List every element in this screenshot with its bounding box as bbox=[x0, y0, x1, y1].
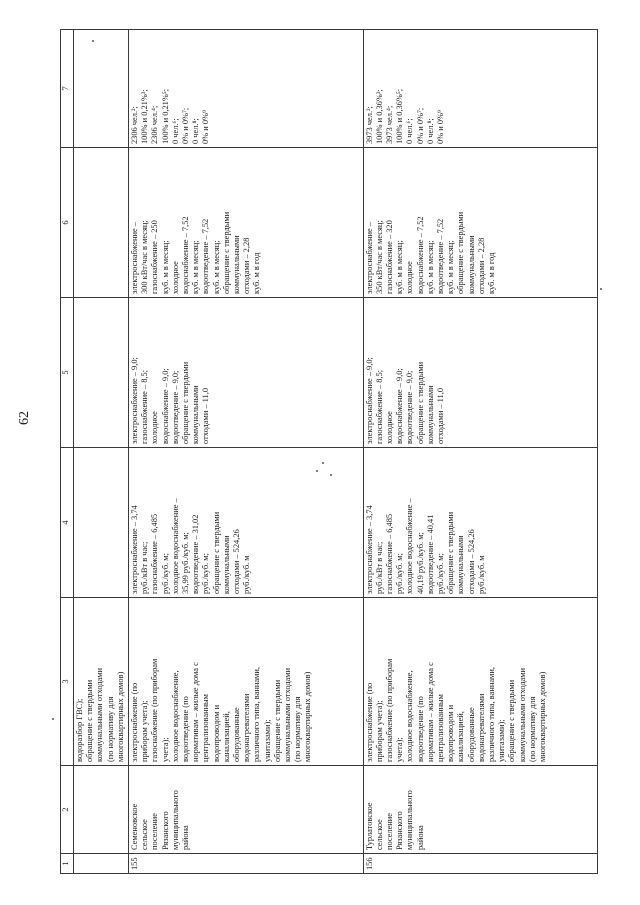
text-line: газоснабжение (по приборам bbox=[150, 658, 160, 762]
text-line: руб./куб. м bbox=[476, 555, 486, 594]
text-line: водоотведение – 9,0; bbox=[170, 370, 180, 444]
text-line: коммунальными bbox=[425, 385, 435, 444]
text-line: холодное водоснабжение, bbox=[405, 670, 415, 762]
text-line: водоотведение (по bbox=[415, 696, 425, 762]
text-line: нормативам – жилые дома с bbox=[191, 662, 201, 762]
empty-cell bbox=[74, 766, 129, 854]
text-line: различного типа, ваннами, bbox=[486, 667, 496, 762]
text-line: приборам учета); bbox=[140, 700, 150, 762]
column-number: 5 bbox=[61, 298, 74, 448]
text-line: 0% и 0%⁷; bbox=[415, 107, 425, 144]
text-line: холодное водоснабжение, bbox=[170, 670, 180, 762]
text-line: водоотведение – 9,0; bbox=[405, 370, 415, 444]
text-line: оборудованные bbox=[232, 707, 242, 762]
text-line: водоснабжение – 7,52 bbox=[181, 216, 191, 294]
text-line: 3973 чел.⁴; bbox=[384, 105, 394, 144]
text-line: отходами – 2,28 bbox=[476, 237, 486, 294]
text-line: водонагревателями bbox=[242, 693, 252, 762]
text-line: канализацией, bbox=[456, 711, 466, 762]
tariff-table bbox=[60, 29, 598, 874]
text-line: газоснабжение – 250 bbox=[150, 220, 160, 294]
text-line: руб./куб. м; bbox=[435, 553, 445, 594]
text-line: многоквартирных домов) bbox=[537, 671, 547, 762]
text-line: куб. м в месяц; bbox=[191, 240, 201, 294]
empty-cell bbox=[74, 148, 129, 298]
text-line: 0% и 0%⁷; bbox=[181, 107, 191, 144]
text-line: обращение с твердыми bbox=[507, 679, 517, 762]
text-line: 100% и 0,36%⁵; bbox=[395, 88, 405, 144]
text-line: 2306 чел.⁴; bbox=[150, 105, 160, 144]
text-line: поселение bbox=[384, 813, 394, 850]
text-line: газоснабжение – 6,485 bbox=[384, 513, 394, 594]
text-line: 0% и 0%⁹ bbox=[435, 110, 445, 144]
text-line: обращение с твердыми bbox=[446, 511, 456, 594]
text-line: коммунальными bbox=[191, 385, 201, 444]
text-line: района bbox=[415, 825, 425, 850]
text-line: обращение с твердыми bbox=[181, 361, 191, 444]
empty-cell bbox=[74, 30, 129, 148]
text-line: газоснабжение (по приборам bbox=[384, 658, 394, 762]
text-line: 2306 чел.²; bbox=[130, 106, 139, 144]
text-line: унитазами); bbox=[497, 719, 507, 762]
text-line: коммунальными bbox=[221, 535, 231, 594]
text-line: отходами – 11,0 bbox=[435, 387, 445, 444]
text-line: куб. м в месяц; bbox=[160, 240, 170, 294]
text-line: обращение с твердыми bbox=[415, 361, 425, 444]
continued-row bbox=[74, 30, 129, 874]
text-line: электроснабжение – 9,0; bbox=[364, 357, 374, 444]
volumes-cell bbox=[363, 148, 598, 298]
text-line: водоснабжение – 9,0; bbox=[395, 368, 405, 444]
text-line: коммунальными bbox=[456, 535, 466, 594]
text-line: руб./куб. м; bbox=[160, 553, 170, 594]
text-line: Семеновское bbox=[130, 803, 139, 850]
tariffs-cell bbox=[129, 448, 364, 598]
table-row-155 bbox=[129, 30, 364, 874]
text-line: холодное водоснабжение – bbox=[170, 498, 180, 594]
text-line: канализацией, bbox=[221, 711, 231, 762]
column-number: 7 bbox=[61, 30, 74, 148]
text-line: района bbox=[181, 825, 191, 850]
text-line: оборудованные bbox=[466, 707, 476, 762]
text-line: Турлатовское bbox=[364, 802, 374, 850]
text-line: обращение с твердыми bbox=[456, 211, 466, 294]
text-line: коммунальными отходами bbox=[283, 667, 293, 762]
text-line: куб. м в месяц; bbox=[446, 240, 456, 294]
text-line: водонагревателями bbox=[476, 693, 486, 762]
row-number: 156 bbox=[363, 854, 598, 874]
rotated-table-area bbox=[60, 30, 598, 874]
text-line: 35,99 руб./куб. м; bbox=[181, 532, 191, 594]
page-number: 62 bbox=[17, 411, 32, 425]
text-line: многоквартирных домов) bbox=[303, 671, 313, 762]
text-line: 350 кВт/час в месяц; bbox=[374, 220, 384, 294]
text-line: холодное bbox=[150, 411, 160, 444]
text-line: водоснабжение – 9,0; bbox=[160, 368, 170, 444]
text-line: водопроводом и bbox=[446, 704, 456, 762]
text-line: руб./куб. м bbox=[242, 555, 252, 594]
text-line: 3973 чел.²; bbox=[364, 106, 374, 144]
column-number: 6 bbox=[61, 148, 74, 298]
text-line: обращение с твердыми bbox=[211, 511, 221, 594]
text-line: сельское bbox=[374, 819, 384, 850]
text-line: различного типа, ваннами, bbox=[252, 667, 262, 762]
text-line: электроснабжение – 3,74 bbox=[364, 505, 374, 594]
text-line: учета); bbox=[395, 737, 405, 762]
text-line: руб./куб. м; bbox=[395, 553, 405, 594]
scan-speck bbox=[600, 288, 602, 290]
population-cell bbox=[129, 30, 364, 148]
text-line: электроснабжение – 3,74 bbox=[130, 505, 139, 594]
text-line: обращение с твердыми bbox=[85, 679, 95, 762]
text-line: обращение с твердыми bbox=[272, 679, 282, 762]
text-line: водоотведение – 7,52 bbox=[201, 218, 211, 294]
text-line: 100% и 0,36%³; bbox=[374, 89, 384, 144]
text-line: холодное bbox=[170, 261, 180, 294]
text-line: газоснабжение – 6,485 bbox=[150, 513, 160, 594]
text-line: электроснабжение (по bbox=[130, 682, 139, 762]
scan-speck bbox=[52, 718, 54, 720]
text-line: (по нормативу для bbox=[105, 696, 115, 762]
text-line: руб./куб. м; bbox=[201, 553, 211, 594]
column-number: 1 bbox=[61, 854, 74, 874]
text-line: отходами – 524,26 bbox=[232, 529, 242, 594]
text-line: (по нормативу для bbox=[527, 696, 537, 762]
text-line: 0% и 0%⁹ bbox=[201, 110, 211, 144]
text-line: нормативам – жилые дома с bbox=[425, 662, 435, 762]
text-line: водоотведение – 7,52 bbox=[435, 218, 445, 294]
column-number-row bbox=[61, 30, 74, 874]
text-line: многоквартирных домов) bbox=[115, 671, 125, 762]
text-line: куб. м в месяц; bbox=[211, 240, 221, 294]
volumes-cell bbox=[129, 148, 364, 298]
text-line: 0 чел.⁶; bbox=[405, 118, 415, 144]
text-line: коммунальными отходами bbox=[95, 667, 105, 762]
text-line: централизованным bbox=[435, 694, 445, 762]
text-line: (по нормативу для bbox=[293, 696, 303, 762]
row-number: 155 bbox=[129, 854, 364, 874]
text-line: газоснабжение – 8,5; bbox=[140, 369, 150, 444]
text-line: муниципального bbox=[170, 790, 180, 850]
column-number: 3 bbox=[61, 598, 74, 766]
text-line: отходами – 11,0 bbox=[201, 387, 211, 444]
text-line: куб. м в месяц; bbox=[395, 240, 405, 294]
text-line: водоотведение (по bbox=[181, 696, 191, 762]
text-line: электроснабжение (по bbox=[364, 682, 374, 762]
text-line: отходами – 2,28 bbox=[242, 237, 252, 294]
text-line: 100% и 0,21%⁵; bbox=[160, 88, 170, 144]
settlement-cell bbox=[363, 766, 598, 854]
text-line: учета); bbox=[160, 737, 170, 762]
text-line: унитазами); bbox=[262, 719, 272, 762]
text-line: водоотведение – 40,41 bbox=[425, 514, 435, 594]
text-line: руб./кВт в час; bbox=[140, 541, 150, 594]
text-line: 0 чел.⁸; bbox=[191, 118, 201, 144]
services-cell bbox=[363, 598, 598, 766]
text-line: сельское bbox=[140, 819, 150, 850]
population-cell bbox=[363, 30, 598, 148]
text-line: отходами – 524,26 bbox=[466, 529, 476, 594]
text-line: Рязанского bbox=[395, 811, 405, 850]
text-line: газоснабжение – 8,5; bbox=[374, 369, 384, 444]
text-line: 0 чел.⁸; bbox=[425, 118, 435, 144]
text-line: куб. м в год bbox=[486, 252, 496, 294]
text-line: электроснабжение – bbox=[364, 222, 374, 294]
table-row-156 bbox=[363, 30, 598, 874]
empty-cell bbox=[74, 854, 129, 874]
growth-cell bbox=[129, 298, 364, 448]
text-line: электроснабжение – bbox=[130, 222, 139, 294]
text-line: централизованным bbox=[201, 694, 211, 762]
text-line: холодное водоснабжение – bbox=[405, 498, 415, 594]
settlement-cell bbox=[129, 766, 364, 854]
text-line: Рязанского bbox=[160, 811, 170, 850]
text-line: муниципального bbox=[405, 790, 415, 850]
text-line: куб. м в год bbox=[252, 252, 262, 294]
text-line: газоснабжение – 320 bbox=[384, 220, 394, 294]
text-line: электроснабжение – 9,0; bbox=[130, 357, 139, 444]
text-line: обращение с твердыми bbox=[221, 211, 231, 294]
services-cell bbox=[129, 598, 364, 766]
text-line: холодное bbox=[384, 411, 394, 444]
column-number: 2 bbox=[61, 766, 74, 854]
growth-cell bbox=[363, 298, 598, 448]
text-line: 40,19 руб./куб. м; bbox=[415, 532, 425, 594]
text-line: 100% и 0,21%³; bbox=[140, 89, 150, 144]
text-line: водоотведение – 31,02 bbox=[191, 514, 201, 594]
tariffs-cell bbox=[363, 448, 598, 598]
text-line: 0 чел.⁶; bbox=[170, 118, 180, 144]
text-line: холодное bbox=[405, 261, 415, 294]
text-line: коммунальными bbox=[232, 235, 242, 294]
text-line: водоснабжение – 7,52 bbox=[415, 216, 425, 294]
text-line: руб./кВт в час; bbox=[374, 541, 384, 594]
text-line: куб. м в месяц; bbox=[425, 240, 435, 294]
empty-cell bbox=[74, 298, 129, 448]
text-line: водоразбор ГВС); bbox=[75, 698, 84, 762]
text-line: коммунальными отходами bbox=[517, 667, 527, 762]
continued-services-cell bbox=[74, 598, 129, 766]
text-line: 300 кВт/час в месяц; bbox=[140, 220, 150, 294]
text-line: поселение bbox=[150, 813, 160, 850]
text-line: коммунальными bbox=[466, 235, 476, 294]
text-line: водопроводом и bbox=[211, 704, 221, 762]
empty-cell bbox=[74, 448, 129, 598]
text-line: приборам учета); bbox=[374, 700, 384, 762]
column-number: 4 bbox=[61, 448, 74, 598]
